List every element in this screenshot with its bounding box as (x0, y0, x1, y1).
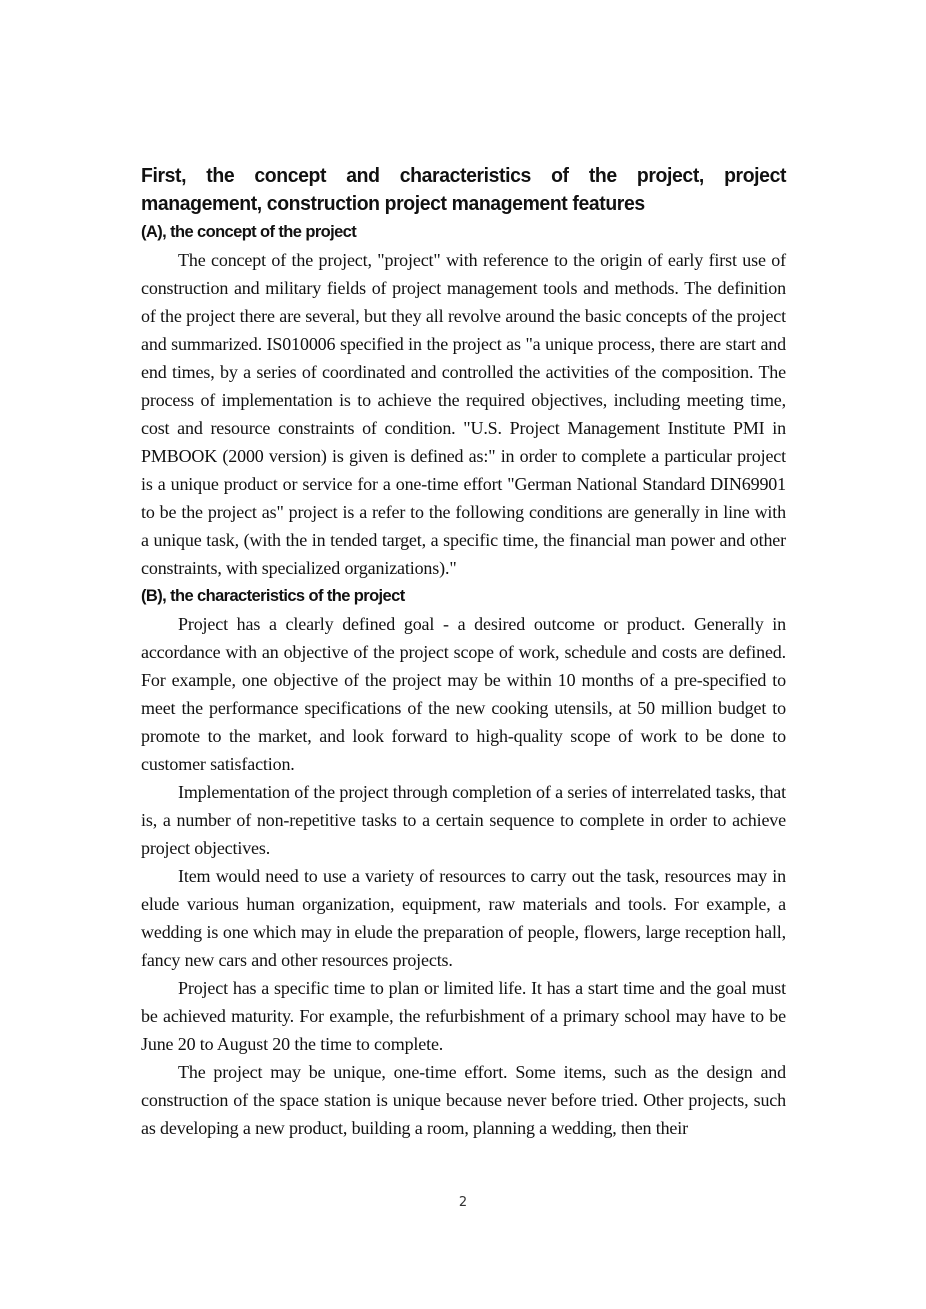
paragraph: The project may be unique, one-time effort. Some items, such as the design and construction of the space station is unique because never before tried. Other projects, such as developing a new product, building a room, planning a wedding, then their (141, 1062, 786, 1138)
section-heading-characteristics: (B), the characteristics of the project (141, 587, 405, 605)
page-number: 2 (458, 1195, 468, 1210)
paragraph: Item would need to use a variety of resources to carry out the task, resources may in elude various human organization, equipment, raw materials and tools. For example, a wedding is one which may in elude the preparation of people, flowers, large reception hall, fancy new cars and other resources projects. (141, 866, 786, 970)
section-concept (141, 218, 786, 582)
paragraph: Project has a specific time to plan or limited life. It has a start time and the goal must be achieved maturity. For example, the refurbishment of a primary school may have to be June 20 to August 20 the time to complete. (141, 978, 786, 1054)
section-characteristics (141, 582, 786, 1142)
document-title: First, the concept and characteristics of the project, project management, construction project management features (141, 165, 787, 215)
document-page (141, 162, 786, 1142)
paragraph: Implementation of the project through completion of a series of interrelated tasks, that is, a number of non-repetitive tasks to a certain sequence to complete in order to achieve project objectives. (141, 782, 786, 858)
paragraph: The concept of the project, "project" with reference to the origin of early first use of construction and military fields of project management tools and methods. The definition of the project there are several, but they all revolve around the basic concepts of the project and summarized. IS010006 specified in the project as "a unique process, there are start and end times, by a series of coordinated and controlled the activities of the composition. The process of implementation is to achieve the required objectives, including meeting time, cost and resource constraints of condition. "U.S. Project Management Institute PMI in PMBOOK (2000 version) is given is defined as:" in order to complete a particular project is a unique product or service for a one-time effort "German National Standard DIN69901 to be the project as" project is a refer to the following conditions are generally in line with a unique task, (with the in tended target, a specific time, the financial man power and other constraints, with specialized organizations)." (141, 250, 786, 578)
section-heading-concept: (A), the concept of the project (141, 223, 357, 241)
paragraph: Project has a clearly defined goal - a desired outcome or product. Generally in accordance with an objective of the project scope of work, schedule and costs are defined. For example, one objective of the project may be within 10 months of a pre-specified to meet the performance specifications of the new cooking utensils, at 50 million budget to promote to the market, and look forward to high-quality scope of work to be done to customer satisfaction. (141, 614, 786, 774)
